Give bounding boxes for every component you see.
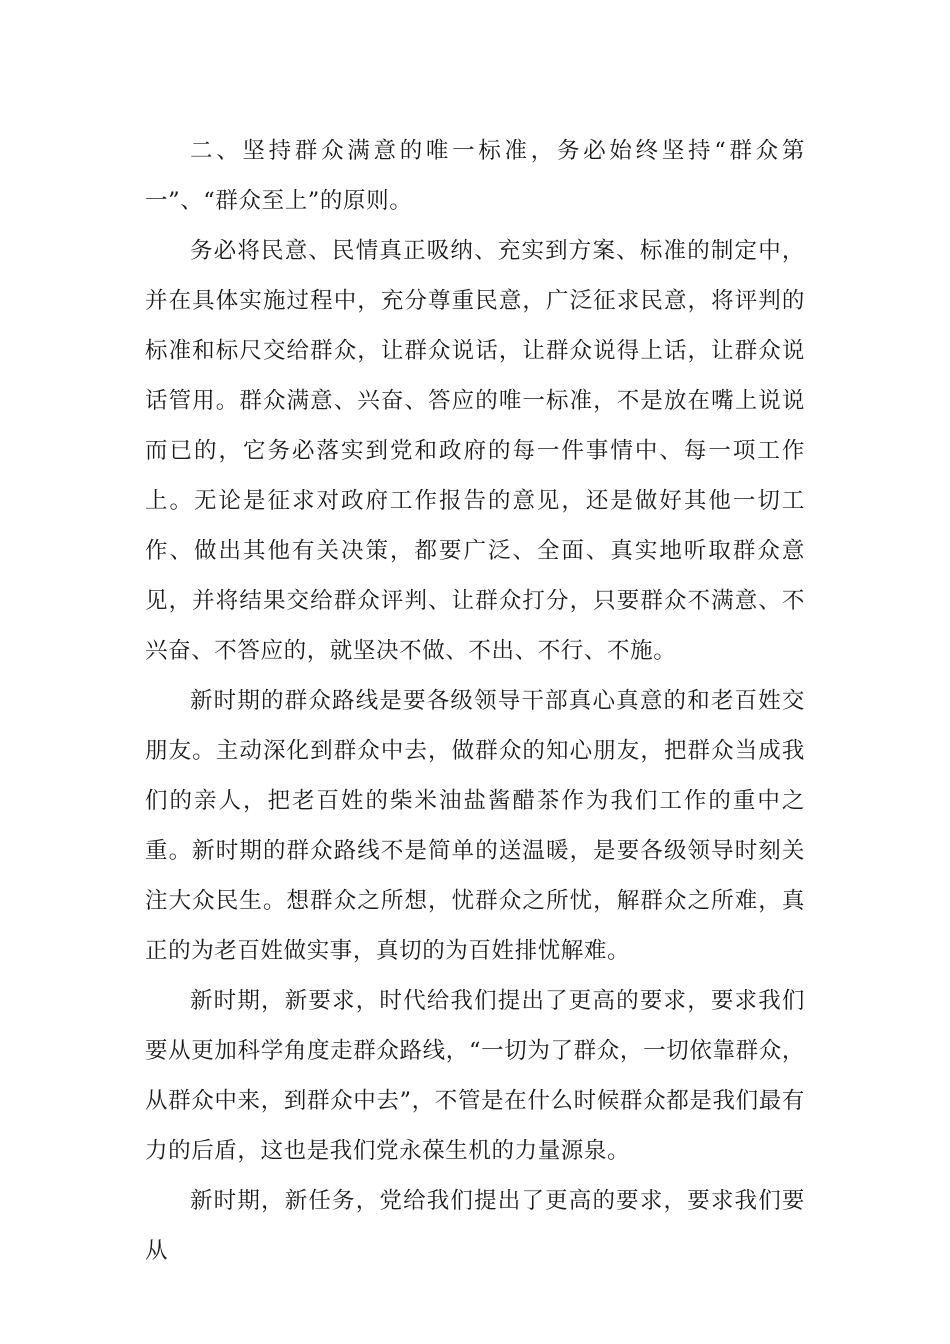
paragraph-new-tasks: 新时期，新任务，党给我们提出了更高的要求，要求我们要从: [145, 1188, 805, 1264]
paragraph-public-opinion: 务必将民意、民情真正吸纳、充实到方案、标准的制定中，并在具体实施过程中，充分尊重民意，广泛征求民意，将评判的标准和标尺交给群众，让群众说话，让群众说得上话，让群众说话管用。群众满意、兴奋、答应的唯一标准，不是放在嘴上说说而已的，它务必落实到党和政府的每一件事情中、每一项工作上。无论是征求对政府工作报告的意见，还是做好其他一切工作、做出其他有关决策，都要广泛、全面、真实地听取群众意见，并将结果交给群众评判、让群众打分，只要群众不满意、不兴奋、不答应的，就坚决不做、不出、不行、不施。: [145, 238, 805, 664]
document-body: [145, 126, 805, 1276]
paragraph-mass-line: 新时期的群众路线是要各级领导干部真心真意的和老百姓交朋友。主动深化到群众中去，做群众的知心朋友，把群众当成我们的亲人，把老百姓的柴米油盐酱醋茶作为我们工作的重中之重。新时期的群众路线不是简单的送温暖，是要各级领导时刻关注大众民生。想群众之所想，忧群众之所忧，解群众之所难，真正的为老百姓做实事，真切的为百姓排忧解难。: [145, 688, 805, 964]
paragraph-new-requirements: 新时期，新要求，时代给我们提出了更高的要求，要求我们要从更加科学角度走群众路线，“一切为了群众，一切依靠群众，从群众中来，到群众中去”，不管是在什么时候群众都是我们最有力的后盾，这也是我们党永葆生机的力量源泉。: [145, 988, 805, 1164]
paragraph-heading-two: 二、坚持群众满意的唯一标准，务必始终坚持“群众第一”、“群众至上”的原则。: [145, 138, 805, 214]
